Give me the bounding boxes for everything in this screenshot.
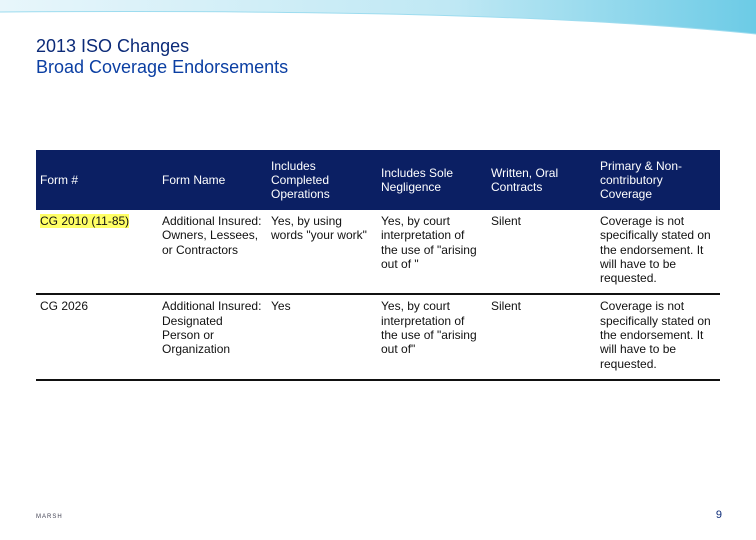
column-header-primary-noncontributory: Primary & Non-contributory Coverage: [596, 150, 720, 210]
cell-form-number: [36, 210, 158, 294]
column-header-sole-negligence: Includes Sole Negligence: [377, 150, 487, 210]
table-row: [36, 294, 720, 379]
cell-form-name: Additional Insured: Owners, Lessees, or Contractors: [158, 210, 267, 294]
page-title: 2013 ISO Changes: [36, 36, 190, 56]
table-row: [36, 210, 720, 294]
cell-primary-noncontributory: Coverage is not specifically stated on the endorsement. It will have to be requested.: [596, 210, 720, 294]
cell-form-number: CG 2026: [36, 294, 158, 379]
page-number: 9: [715, 509, 722, 521]
column-header-written-oral-contracts: Written, Oral Contracts: [487, 150, 596, 210]
endorsements-table: [36, 150, 720, 381]
marsh-logo: MARSH: [36, 514, 63, 520]
decorative-top-band: [0, 0, 756, 36]
cell-primary-noncontributory: Coverage is not specifically stated on the endorsement. It will have to be requested.: [596, 294, 720, 379]
cell-sole-negligence: Yes, by court interpretation of the use of "arising out of": [377, 294, 487, 379]
column-header-form-number: Form #: [36, 150, 158, 210]
column-header-form-name: Form Name: [158, 150, 267, 210]
cell-form-name: Additional Insured: Designated Person or Organization: [158, 294, 267, 379]
table-header-row: [36, 150, 720, 210]
cell-written-oral-contracts: Silent: [487, 294, 596, 379]
cell-sole-negligence: Yes, by court interpretation of the use of "arising out of ": [377, 210, 487, 294]
page-subtitle: Broad Coverage Endorsements: [36, 57, 289, 77]
cell-completed-operations: Yes, by using words "your work": [267, 210, 377, 294]
cell-completed-operations: Yes: [267, 294, 377, 379]
cell-written-oral-contracts: Silent: [487, 210, 596, 294]
highlighted-form-number: CG 2010 (11-85): [40, 214, 130, 228]
column-header-completed-operations: Includes Completed Operations: [267, 150, 377, 210]
